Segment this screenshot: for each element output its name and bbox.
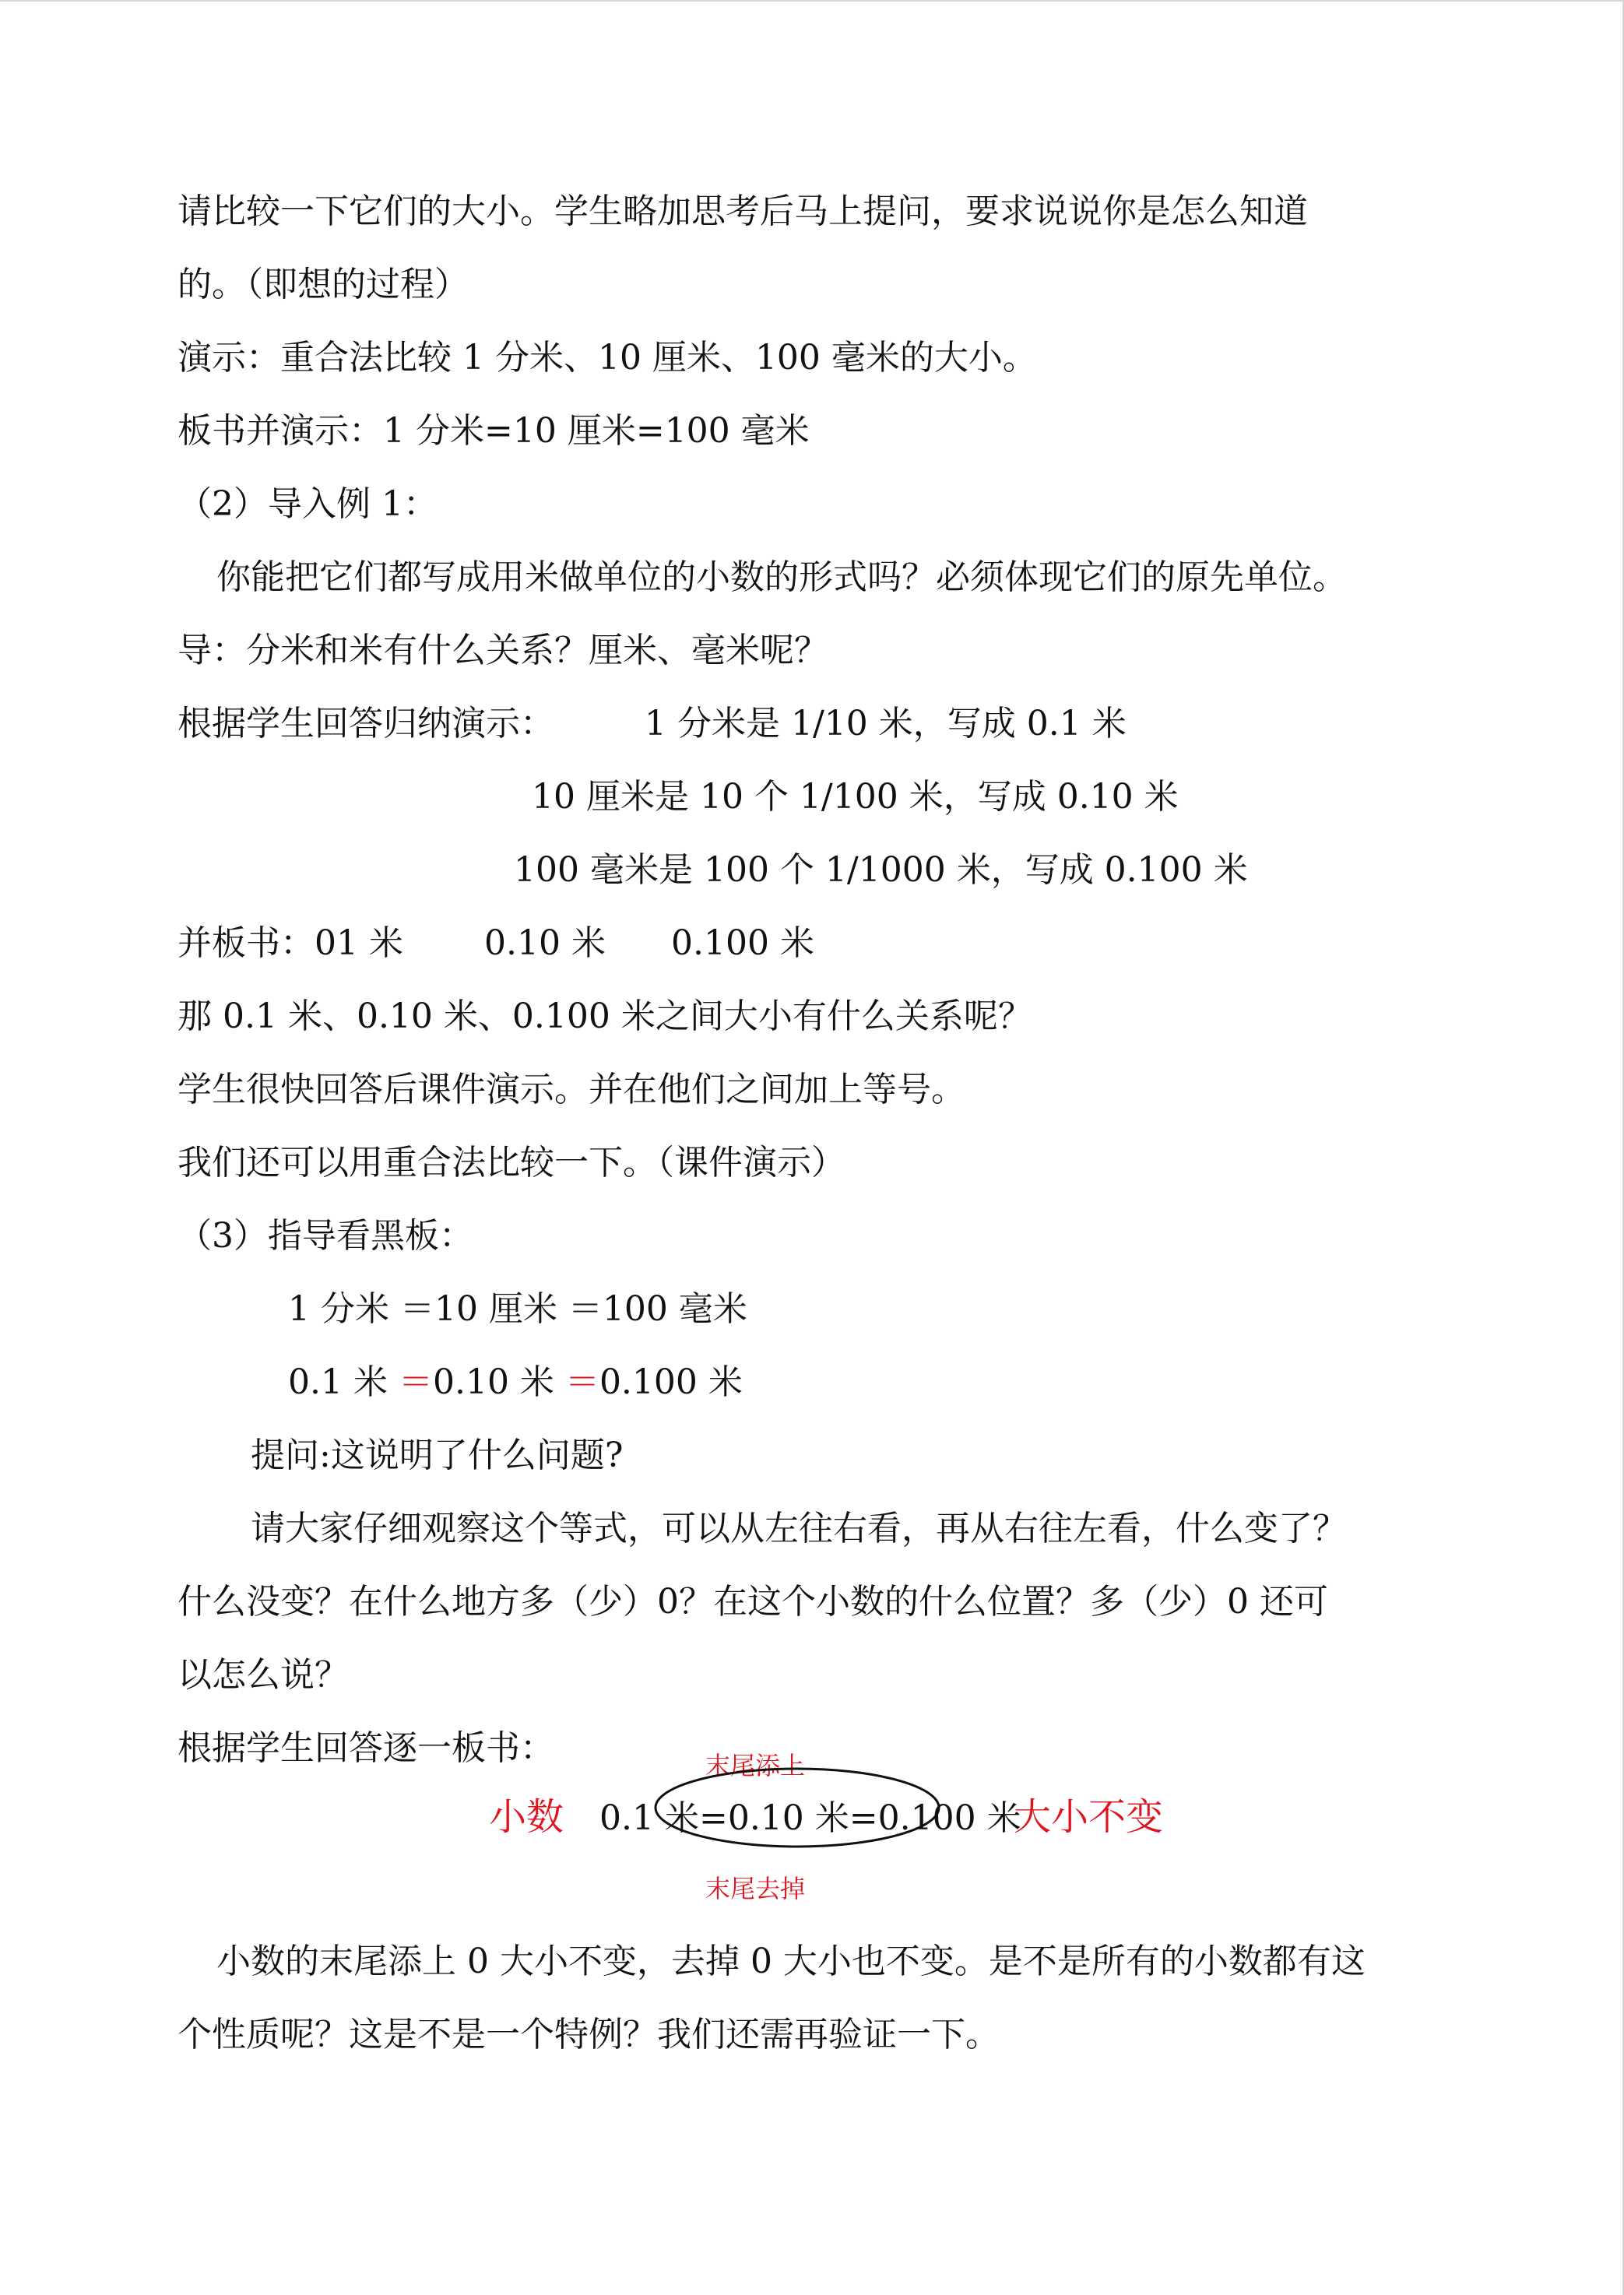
diagram-bottom-label: 末尾去掉 xyxy=(705,1874,806,1903)
page-border-top xyxy=(0,0,1624,2)
paragraph-line: 板书并演示：1 分米=10 厘米=100 毫米 xyxy=(178,411,810,451)
paragraph-line: 个性质呢？这是不是一个特例？我们还需再验证一下。 xyxy=(178,2015,1000,2054)
conversion-line: 100 毫米是 100 个 1/1000 米，写成 0.100 米 xyxy=(514,850,1248,890)
conversion-line: 10 厘米是 10 个 1/100 米，写成 0.10 米 xyxy=(532,777,1179,817)
paragraph-line: 学生很快回答后课件演示。并在他们之间加上等号。 xyxy=(178,1070,965,1109)
conversion-line: 1 分米是 1/10 米，写成 0.1 米 xyxy=(645,704,1127,743)
paragraph-line: 那 0.1 米、0.10 米、0.100 米之间大小有什么关系呢？ xyxy=(178,996,1032,1036)
paragraph-line: 什么没变？在什么地方多（少）0？在这个小数的什么位置？多（少）0 还可 xyxy=(178,1582,1328,1622)
paragraph-line: 演示：重合法比较 1 分米、10 厘米、100 毫米的大小。 xyxy=(178,338,1037,378)
blackboard-equation xyxy=(288,1359,743,1406)
equals-sign: ＝ xyxy=(564,1362,599,1402)
paragraph-line: 以怎么说？ xyxy=(178,1655,349,1695)
paragraph-line: 小数的末尾添上 0 大小不变，去掉 0 大小也不变。是不是所有的小数都有这 xyxy=(216,1942,1366,1981)
board-note-value: 0.100 米 xyxy=(671,923,814,963)
paragraph-line: 导：分米和米有什么关系？厘米、毫米呢？ xyxy=(178,631,828,670)
diagram-left-word: 小数 xyxy=(489,1795,564,1839)
section-heading: （2）导入例 1： xyxy=(178,484,438,524)
paragraph-line: 我们还可以用重合法比较一下。（课件演示） xyxy=(178,1143,845,1183)
equals-sign: ＝ xyxy=(398,1362,433,1402)
blackboard-equation: 1 分米 ＝10 厘米 ＝100 毫米 xyxy=(288,1289,747,1329)
question-line: 提问:这说明了什么问题? xyxy=(251,1436,624,1475)
board-note-label: 并板书：01 米 xyxy=(178,923,403,963)
section-heading: （3）指导看黑板： xyxy=(178,1216,473,1256)
equation-term: 0.10 米 xyxy=(432,1362,554,1402)
paragraph-line: 请比较一下它们的大小。学生略加思考后马上提问，要求说说你是怎么知道 xyxy=(178,192,1308,231)
paragraph-line: 你能把它们都写成用米做单位的小数的形式吗？必须体现它们的原先单位。 xyxy=(216,557,1347,597)
equation-term: 0.1 米 xyxy=(288,1362,388,1402)
diagram-top-label: 末尾添上 xyxy=(705,1751,806,1780)
diagram-right-word: 大小不变 xyxy=(1014,1795,1164,1839)
paragraph-line: 请大家仔细观察这个等式，可以从左往右看，再从右往左看，什么变了？ xyxy=(251,1509,1347,1548)
paragraph-line: 的。（即想的过程） xyxy=(178,265,469,304)
diagram-equation: 0.1 米=0.10 米=0.100 米 xyxy=(599,1798,1021,1838)
paragraph-line: 根据学生回答逐一板书： xyxy=(178,1728,554,1768)
paragraph-label: 根据学生回答归纳演示： xyxy=(178,704,554,743)
board-note-value: 0.10 米 xyxy=(484,923,606,963)
equation-term: 0.100 米 xyxy=(599,1362,743,1402)
